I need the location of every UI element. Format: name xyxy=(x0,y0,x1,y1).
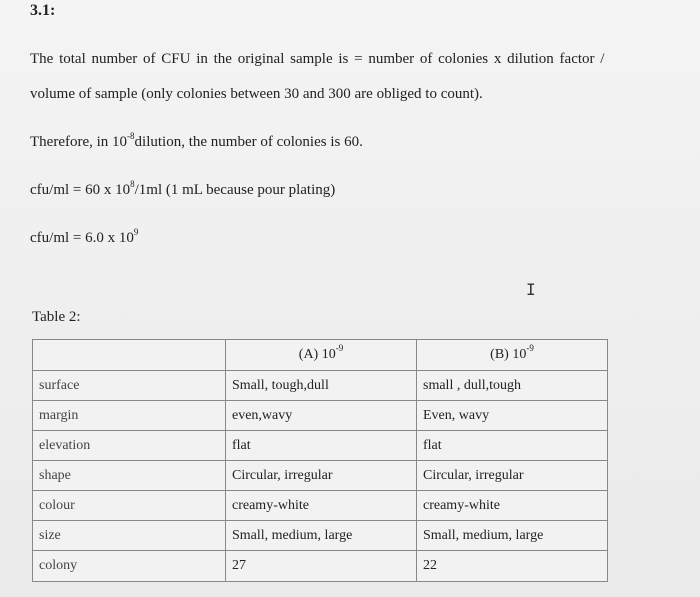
section-heading: 3.1: xyxy=(30,2,56,19)
row-value-a: flat xyxy=(226,431,417,461)
therefore-prefix: Therefore, in 10 xyxy=(30,134,128,150)
table-label: Table 2: xyxy=(32,309,81,325)
row-value-b: Circular, irregular xyxy=(417,461,608,491)
row-attribute: size xyxy=(33,521,226,551)
row-value-a: creamy-white xyxy=(226,491,417,521)
calc1-suffix: /1ml (1 mL because pour plating) xyxy=(134,182,336,198)
calc1-prefix: cfu/ml = 60 x 10 xyxy=(30,182,131,198)
formula-line-2: volume of sample (only colonies between 30 and 300 are obliged to count). xyxy=(30,86,483,102)
text-cursor-icon: I xyxy=(526,280,536,299)
row-value-b: Even, wavy xyxy=(417,401,608,431)
table-row xyxy=(33,401,608,431)
header-col-b xyxy=(417,340,608,371)
colony-morphology-table xyxy=(32,339,608,582)
row-value-b: 22 xyxy=(417,551,608,582)
table-row xyxy=(33,521,608,551)
row-value-a: Small, tough,dull xyxy=(226,371,417,401)
table-row xyxy=(33,431,608,461)
header-col-a-exponent: -9 xyxy=(335,343,344,354)
row-value-a: Circular, irregular xyxy=(226,461,417,491)
row-attribute: shape xyxy=(33,461,226,491)
row-attribute: colour xyxy=(33,491,226,521)
formula-line-1: The total number of CFU in the original sample is = number of colonies x dilution factor / xyxy=(30,51,605,67)
therefore-suffix: dilution, the number of colonies is 60. xyxy=(134,134,363,150)
row-attribute: surface xyxy=(33,371,226,401)
header-attribute xyxy=(33,340,226,371)
row-value-a: even,wavy xyxy=(226,401,417,431)
row-attribute: margin xyxy=(33,401,226,431)
row-attribute: elevation xyxy=(33,431,226,461)
row-value-b: small , dull,tough xyxy=(417,371,608,401)
table-row xyxy=(33,371,608,401)
row-value-a: Small, medium, large xyxy=(226,521,417,551)
header-col-a xyxy=(226,340,417,371)
calc2-exponent: 9 xyxy=(133,227,139,237)
table-header-row xyxy=(33,340,608,371)
row-value-b: Small, medium, large xyxy=(417,521,608,551)
header-col-b-exponent: -9 xyxy=(526,343,534,354)
row-value-b: creamy-white xyxy=(417,491,608,521)
therefore-statement xyxy=(30,131,363,151)
therefore-exponent: -8 xyxy=(127,131,135,141)
table-row xyxy=(33,461,608,491)
row-attribute: colony xyxy=(33,551,226,582)
header-col-a-label: (A) 10 xyxy=(298,347,336,362)
calculation-line-1 xyxy=(30,179,336,199)
calculation-line-2 xyxy=(30,227,139,247)
calc1-exponent: 8 xyxy=(130,179,135,189)
table-row xyxy=(33,491,608,521)
table-row xyxy=(33,551,608,582)
row-value-b: flat xyxy=(417,431,608,461)
row-value-a: 27 xyxy=(226,551,417,582)
calc2-prefix: cfu/ml = 6.0 x 10 xyxy=(30,230,134,246)
header-col-b-label: (B) 10 xyxy=(490,347,527,362)
